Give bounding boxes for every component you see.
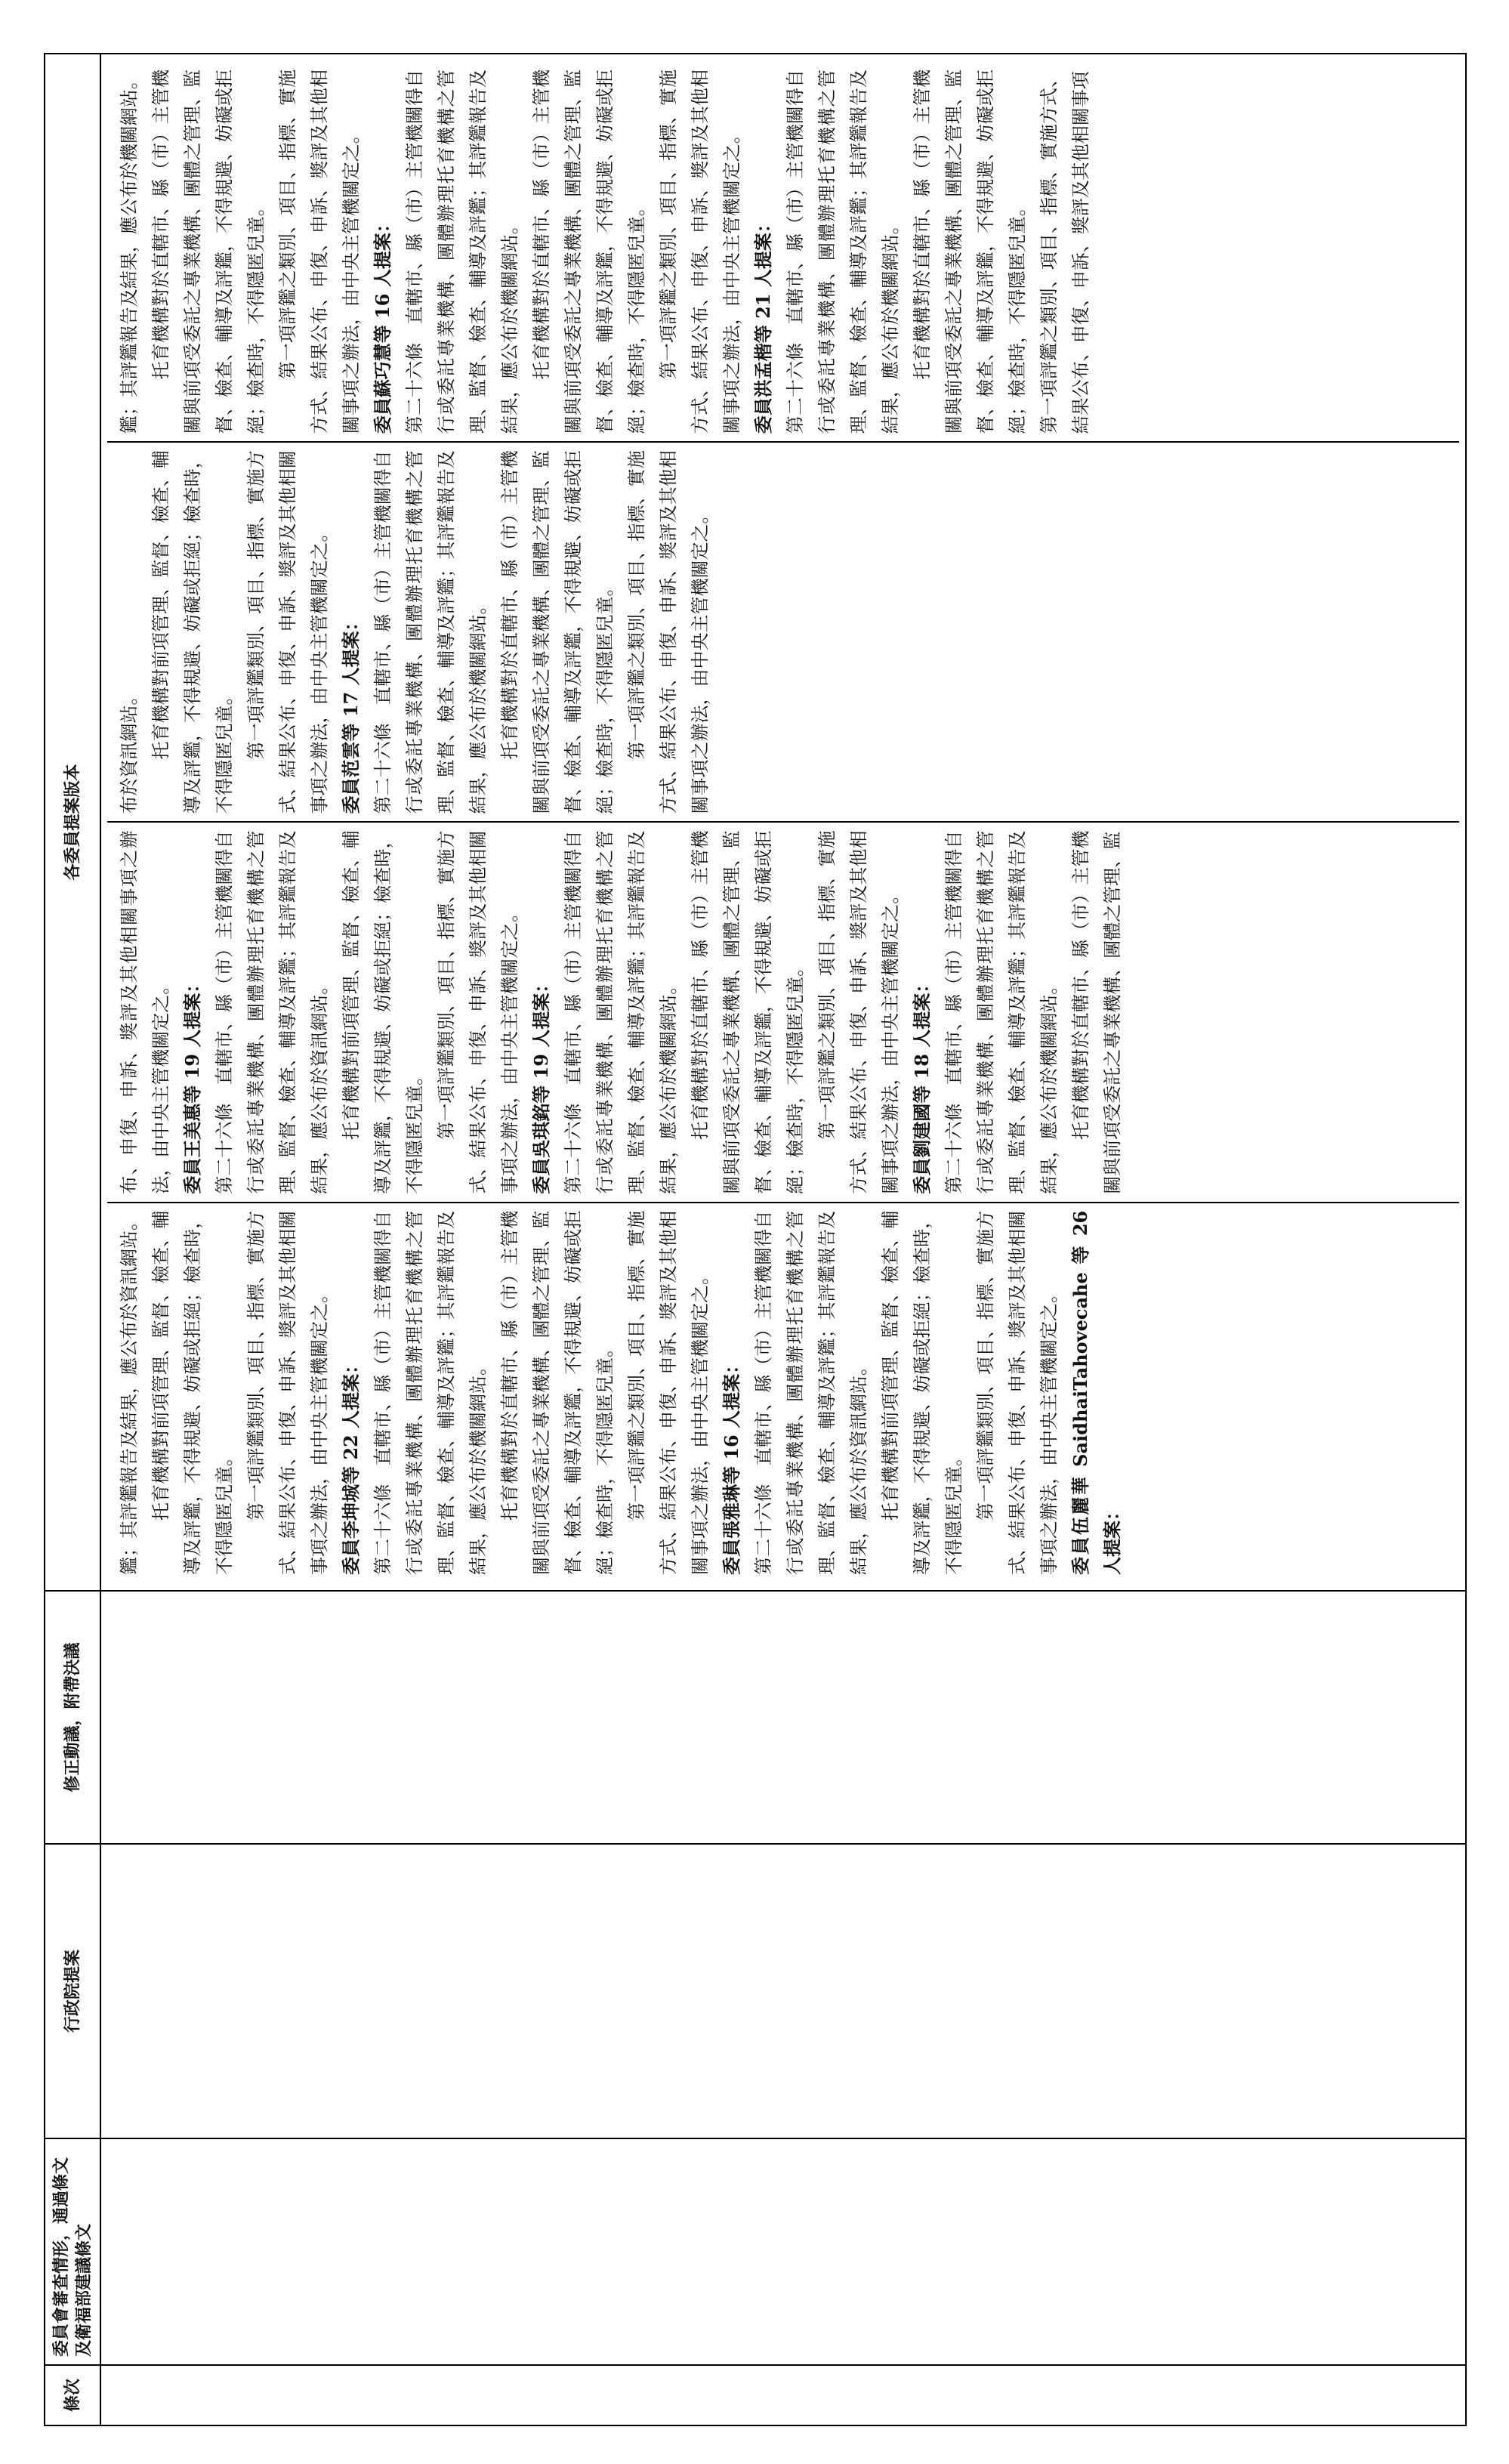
proposal-paragraph: 第一項評鑑之類別、項目、指標、實施方式、結果公布、申復、申訴、獎評及其他相關事項之辦法，由中央主管機關定之。 [626, 450, 711, 814]
proposal-paragraph: 第一項評鑑類別、項目、指標、實施方式、結果公布、申復、申訴、獎評及其他相關事項之辦法，由中央主管機關定之。 [245, 450, 330, 814]
member-column-4 [107, 62, 1459, 442]
amendment-motion-cell [100, 1591, 1466, 1844]
proposer-heading: 委員吳琪銘等 19 人提案： [530, 974, 552, 1194]
comparison-table [44, 53, 1467, 2426]
proposal-paragraph: 托育機構對於直轄市、縣（市）主管機關與前項受委託之專業機構、團體之管理、監督、檢查、輔導及評鑑，不得規避、妨礙或拒絕；檢查時，不得隱匿兒童。 [531, 69, 647, 434]
proposal-paragraph: 第二十六條 直轄市、縣（市）主管機關得自行或委託專業機構、團體辦理托育機構之管理、監督、檢查、輔導及評鑑；其評鑑報告及結果，應公布於機關網站。 [372, 450, 489, 814]
proposal-paragraph: 托育機構對於直轄市、縣（市）主管機關與前項受委託之專業機構、團體之管理、監督、檢查、輔導及評鑑，不得規避、妨礙或拒絕；檢查時，不得隱匿兒童。 [499, 1210, 616, 1575]
header-member-proposals: 各委員提案版本 [45, 54, 100, 1591]
proposal-paragraph: 托育機構對於直轄市、縣（市）主管機關與前項受委託之專業機構、團體之管理、監督、檢查、輔導及評鑑，不得規避、妨礙或拒絕；檢查時，不得隱匿兒童。 [499, 450, 616, 814]
proposer-heading: 委員王美惠等 19 人提案： [181, 974, 203, 1194]
proposal-paragraph: 第二十六條 直轄市、縣（市）主管機關得自行或委託專業機構、團體辦理托育機構之管理、監督、檢查、輔導及評鑑；其評鑑報告及結果，應公布於機關網站。 [372, 1210, 489, 1575]
member-column-2 [107, 823, 1459, 1203]
proposal-paragraph: 第一項評鑑類別、項目、指標、實施方式、結果公布、申復、申訴、獎評及其他相關事項之辦法，由中央主管機關定之。 [436, 830, 520, 1194]
member-proposals-subtable [107, 62, 1459, 1582]
proposal-paragraph: 第二十六條 直轄市、縣（市）主管機關得自行或委託專業機構、團體辦理托育機構之管理、監督、檢查、輔導及評鑑；其評鑑報告及結果，應公布於資訊網站。 [753, 1210, 869, 1575]
proposal-paragraph: 第一項評鑑之類別、項目、指標、實施方式、結果公布、申復、申訴、獎評及其他相關事項之辦法，由中央主管機關定之。 [626, 1210, 711, 1575]
proposal-paragraph: 布於資訊網站。 [119, 687, 140, 814]
proposer-heading: 委員范雲等 17 人提案： [340, 613, 362, 814]
content-row [100, 54, 1466, 2425]
proposal-paragraph: 托育機構對於直轄市、縣（市）主管機關與前項受委託之專業機構、團體之管理、監督、檢查、輔導及評鑑，不得規避、妨礙或拒絕；檢查時，不得隱匿兒童。 [912, 69, 1028, 434]
article-no-cell [100, 2365, 1466, 2425]
header-row [45, 54, 100, 2425]
header-executive-proposal: 行政院提案 [45, 1844, 100, 2138]
proposal-paragraph: 第一項評鑑之類別、項目、指標、實施方式、結果公布、申復、申訴、獎評及其他相關事項之辦法，由中央主管機關定之。 [658, 69, 742, 434]
proposal-paragraph: 第二十六條 直轄市、縣（市）主管機關得自行或委託專業機構、團體辦理托育機構之管理、監督、檢查、輔導及評鑑；其評鑑報告及結果，應公布於機關網站。 [404, 69, 520, 434]
proposal-paragraph: 布、申復、申訴、獎評及其他相關事項之辦法，由中央主管機關定之。 [119, 830, 171, 1194]
proposal-paragraph: 第一項評鑑之類別、項目、指標、實施方式、結果公布、申復、申訴、獎評及其他相關事項之辦法，由中央主管機關定之。 [816, 830, 901, 1194]
member-proposals-cell [100, 54, 1466, 1591]
header-committee-review: 委員會審查情形，通過條文及衛福部建議條文 [45, 2138, 100, 2365]
committee-review-cell [100, 2138, 1466, 2365]
member-column-3 [107, 442, 1459, 822]
proposal-paragraph: 第一項評鑑類別、項目、指標、實施方式、結果公布、申復、申訴、獎評及其他相關事項之辦法，由中央主管機關定之。 [245, 1210, 330, 1575]
proposal-paragraph: 鑑；其評鑑報告及結果，應公布於資訊網站。 [119, 1212, 140, 1575]
proposer-heading: 委員蘇巧慧等 16 人提案： [372, 215, 393, 434]
header-article-no: 條次 [45, 2365, 100, 2425]
proposal-paragraph: 托育機構對前項管理、監督、檢查、輔導及評鑑，不得規避、妨礙或拒絕；檢查時，不得隱匿兒童。 [341, 830, 425, 1194]
member-column-1 [107, 1203, 1459, 1582]
proposer-heading: 委員李坤城等 22 人提案： [340, 1355, 362, 1575]
proposal-paragraph: 托育機構對於直轄市、縣（市）主管機關與前項受委託之專業機構、團體之管理、監督、檢查、輔導及評鑑，不得規避、妨礙或拒絕；檢查時，不得隱匿兒童。 [150, 69, 267, 434]
proposal-paragraph: 第二十六條 直轄市、縣（市）主管機關得自行或委託專業機構、團體辦理托育機構之管理、監督、檢查、輔導及評鑑；其評鑑報告及結果，應公布於機關網站。 [785, 69, 901, 434]
proposal-paragraph: 第二十六條 直轄市、縣（市）主管機關得自行或委託專業機構、團體辦理托育機構之管理、監督、檢查、輔導及評鑑；其評鑑報告及結果，應公布於資訊網站。 [214, 830, 330, 1194]
proposer-heading: 委員劉建國等 18 人提案： [911, 974, 933, 1194]
proposal-paragraph: 托育機構對前項管理、監督、檢查、輔導及評鑑，不得規避、妨礙或拒絕；檢查時，不得隱匿兒童。 [880, 1210, 964, 1575]
proposal-paragraph: 第二十六條 直轄市、縣（市）主管機關得自行或委託專業機構、團體辦理托育機構之管理、監督、檢查、輔導及評鑑；其評鑑報告及結果，應公布於機關網站。 [943, 830, 1060, 1194]
proposal-paragraph: 第二十六條 直轄市、縣（市）主管機關得自行或委託專業機構、團體辦理托育機構之管理、監督、檢查、輔導及評鑑；其評鑑報告及結果，應公布於機關網站。 [563, 830, 679, 1194]
proposer-heading: 委員張雅琳等 16 人提案： [721, 1355, 742, 1575]
header-amendment-motion: 修正動議，附帶決議 [45, 1591, 100, 1844]
proposal-paragraph: 第一項評鑑之類別、項目、指標、實施方式、結果公布、申復、申訴、獎評及其他相關事項 [1038, 69, 1091, 434]
proposal-paragraph: 第一項評鑑之類別、項目、指標、實施方式、結果公布、申復、申訴、獎評及其他相關事項之辦法，由中央主管機關定之。 [277, 69, 362, 434]
proposal-paragraph: 托育機構對前項管理、監督、檢查、輔導及評鑑，不得規避、妨礙或拒絕；檢查時，不得隱匿兒童。 [150, 1210, 235, 1575]
proposal-paragraph: 鑑；其評鑑報告及結果，應公布於機關網站。 [119, 71, 140, 434]
proposal-paragraph: 托育機構對前項管理、監督、檢查、輔導及評鑑，不得規避、妨礙或拒絕；檢查時，不得隱匿兒童。 [150, 450, 235, 814]
proposal-paragraph: 第一項評鑑類別、項目、指標、實施方式、結果公布、申復、申訴、獎評及其他相關事項之辦法，由中央主管機關定之。 [975, 1210, 1060, 1575]
proposer-heading: 委員洪孟楷等 21 人提案： [752, 215, 774, 434]
proposer-heading: 委員伍麗華 SaidhaiTahovecahe 等 26 人提案： [1069, 1210, 1123, 1575]
executive-proposal-cell [100, 1844, 1466, 2138]
proposal-paragraph: 托育機構對於直轄市、縣（市）主管機關與前項受委託之專業機構、團體之管理、監 [1070, 830, 1123, 1194]
proposal-paragraph: 托育機構對於直轄市、縣（市）主管機關與前項受委託之專業機構、團體之管理、監督、檢查、輔導及評鑑，不得規避、妨礙或拒絕；檢查時，不得隱匿兒童。 [690, 830, 806, 1194]
